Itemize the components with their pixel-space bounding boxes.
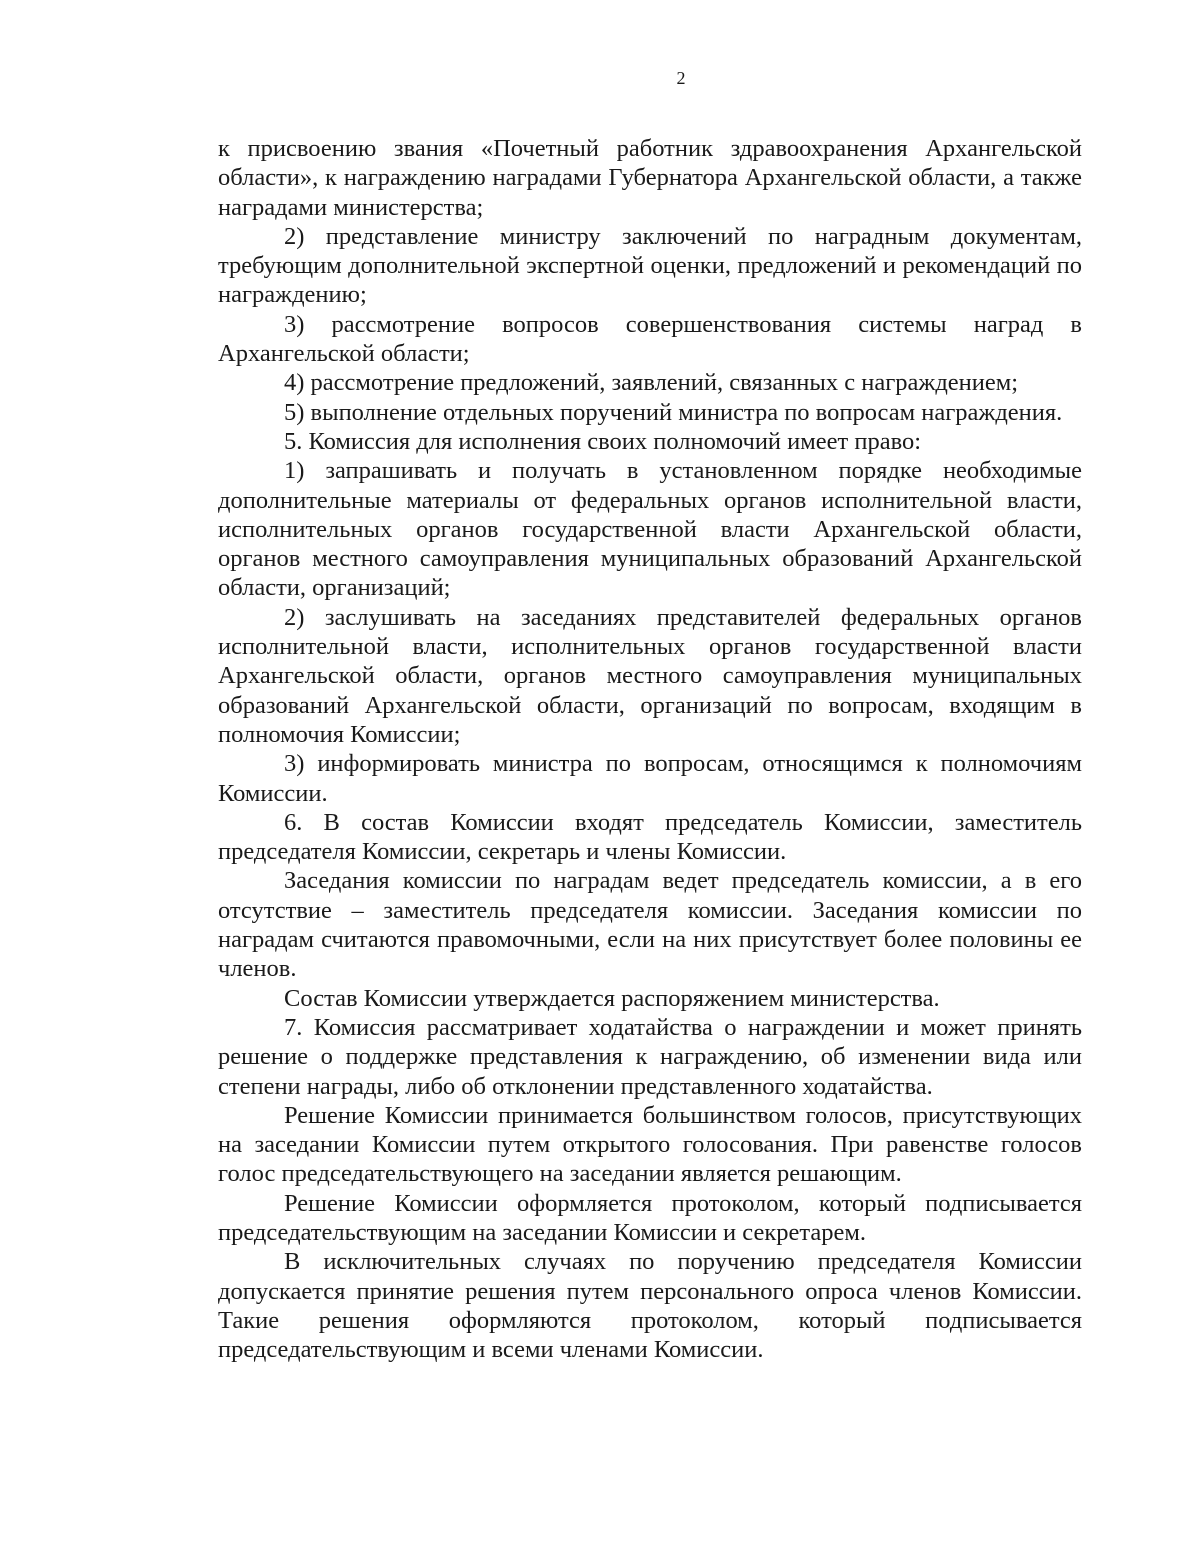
paragraph-right-2-hear: 2) заслушивать на заседаниях представителей федеральных органов исполнительной власти, исполнительных органов государственной власти Архангельской области, органов местного самоуправления муниципальных образований Архангельской области, организаций по вопросам, входящим в полномочия Комиссии; xyxy=(218,603,1082,748)
paragraph-exceptional-cases: В исключительных случаях по поручению председателя Комиссии допускается принятие решения путем персонального опроса членов Комиссии. Такие решения оформляются протоколом, который подписывается председательствующим и всеми членами Комиссии. xyxy=(218,1248,1082,1364)
paragraph-composition-approval: Состав Комиссии утверждается распоряжением министерства. xyxy=(284,984,940,1012)
paragraph-decision-protocol: Решение Комиссии оформляется протоколом, который подписывается председательствующим на заседании Комиссии и секретарем. xyxy=(218,1189,1082,1246)
paragraph-meetings-chair: Заседания комиссии по наградам ведет председатель комиссии, а в его отсутствие – заместитель председателя комиссии. Заседания комиссии по наградам считаются правомочными, если на них присутствует более половины ее членов. xyxy=(218,867,1082,983)
paragraph-section-5-rights: 5. Комиссия для исполнения своих полномочий имеет право: xyxy=(284,427,922,455)
page-number: 2 xyxy=(676,68,686,88)
paragraph-item-2-conclusions: 2) представление министру заключений по наградным документам, требующим дополнительной экспертной оценки, предложений и рекомендаций по награждению; xyxy=(218,222,1082,309)
paragraph-right-1-request: 1) запрашивать и получать в установленном порядке необходимые дополнительные материалы от федеральных органов исполнительной власти, исполнительных органов государственной власти Архангельской области, органов местного самоуправления муниципальных образований Архангельской области, организаций; xyxy=(218,457,1082,602)
paragraph-item-3-award-system: 3) рассмотрение вопросов совершенствования системы наград в Архангельской области; xyxy=(218,310,1082,368)
paragraph-item-5-assignments: 5) выполнение отдельных поручений министра по вопросам награждения. xyxy=(284,398,1063,426)
paragraph-awards-continuation: к присвоению звания «Почетный работник здравоохранения Архангельской области», к награждению наградами Губернатора Архангельской области, а также наградами министерства; xyxy=(218,135,1082,221)
paragraph-right-3-inform: 3) информировать министра по вопросам, относящимся к полномочиям Комиссии. xyxy=(218,750,1082,807)
paragraph-section-6-composition: 6. В состав Комиссии входят председатель Комиссии, заместитель председателя Комиссии, секретарь и члены Комиссии. xyxy=(218,808,1082,866)
document-body xyxy=(218,134,1082,1364)
paragraph-section-7-petitions: 7. Комиссия рассматривает ходатайства о награждении и может принять решение о поддержке представления к награждению, об изменении вида или степени награды, либо об отклонении представленного ходатайства. xyxy=(218,1013,1082,1100)
paragraph-decision-voting: Решение Комиссии принимается большинством голосов, присутствующих на заседании Комиссии путем открытого голосования. При равенстве голосов голос председательствующего на заседании является решающим. xyxy=(218,1101,1082,1188)
paragraph-item-4-proposals: 4) рассмотрение предложений, заявлений, связанных с награждением; xyxy=(284,369,1019,397)
